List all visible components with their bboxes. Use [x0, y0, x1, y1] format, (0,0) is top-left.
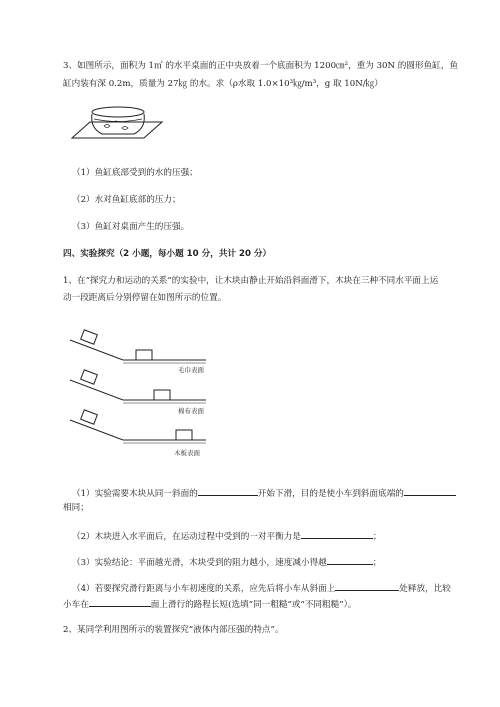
incline-setup-towel — [70, 330, 206, 374]
surface-label-towel: 毛巾表面 — [178, 366, 204, 374]
q1-sub4-line1 — [72, 581, 451, 596]
block-stopped — [136, 350, 152, 360]
water-surface — [94, 119, 142, 122]
q1-sub1-text-b: 开始下滑，目的是使小车到斜面底端的 — [257, 489, 404, 499]
surface-label-cotton: 棉布表面 — [178, 407, 204, 415]
fish-tank-figure — [70, 100, 170, 146]
q1-sub2-text-b: ； — [372, 532, 382, 542]
q1-sub4-text-b: 处释放，比较 — [399, 584, 451, 594]
surface-label-wood: 木板表面 — [174, 449, 200, 457]
block-stopped — [176, 430, 192, 440]
q1-intro-line1: 1、在“探究力和运动的关系”的实验中，让木块由静止开始沿斜面滑下，木块在三种不同水平面上运 — [63, 276, 439, 286]
answer-blank[interactable] — [327, 555, 373, 565]
incline-figure — [68, 320, 218, 460]
answer-blank[interactable] — [335, 581, 399, 591]
q1-sub1-line2: 相同； — [63, 503, 89, 513]
block-on-slope — [81, 410, 98, 424]
q1-sub1-text-a: （1）实验需要木块从同一斜面的 — [72, 489, 198, 499]
q3-sub2: （2）水对鱼缸底部的压力； — [72, 195, 181, 205]
incline-setup-wood — [70, 410, 206, 457]
block-stopped — [154, 390, 170, 400]
block-on-slope — [81, 370, 98, 384]
tank-rim — [92, 107, 144, 117]
q3-sub1: （1）鱼缸底部受到的水的压强； — [72, 168, 198, 178]
q1-sub4-text-a: （4）若要探究滑行距离与小车初速度的关系，应先后将小车从斜面上 — [72, 584, 336, 594]
q1-sub3-text-a: （3）实验结论：平面越光滑，木块受到的阻力越小，速度减小得越 — [72, 558, 327, 568]
q1-intro-line2: 动一段距离后分别停留在如图所示的位置。 — [63, 293, 227, 303]
answer-blank[interactable] — [404, 486, 456, 496]
q1-sub3-text-b: ； — [372, 558, 382, 568]
answer-blank[interactable] — [198, 486, 258, 496]
answer-blank[interactable] — [301, 529, 373, 539]
q1-sub4-text-c: 小车在 — [63, 600, 89, 610]
q1-sub4-text-d: 面上滑行的路程长短(选填“同一粗糙”或“不同粗糙”）。 — [150, 600, 357, 610]
table-top — [72, 122, 162, 138]
q1-sub2-text-a: （2）木块进入水平面后，在运动过程中受到的一对平衡力是 — [72, 532, 301, 542]
q1-sub2 — [72, 529, 382, 544]
q2-text: 2、某同学利用图所示的装置探究“液体内部压强的特点”。 — [63, 625, 284, 635]
section-heading: 四、实验探究（2 小题，每小题 10 分，共计 20 分） — [63, 249, 272, 259]
q1-sub1-line1 — [72, 486, 456, 501]
incline-setup-cotton — [70, 370, 206, 415]
answer-blank[interactable] — [89, 597, 151, 607]
q3-line1: 3、如图所示，面积为 1㎡ 的水平桌面的正中央放着一个底面积为 1200㎝²，重为 30N 的圆形鱼缸，鱼 — [63, 61, 458, 71]
block-on-slope — [81, 330, 98, 344]
q3-line2: 缸内装有深 0.2m，质量为 27㎏ 的水。求（ρ水取 1.0×10³㎏/m³，g 取 10N/㎏） — [63, 79, 383, 89]
q1-sub3 — [72, 555, 381, 570]
q3-sub3: （3）鱼缸对桌面产生的压强。 — [72, 222, 190, 232]
q1-sub4-line2 — [63, 597, 357, 612]
